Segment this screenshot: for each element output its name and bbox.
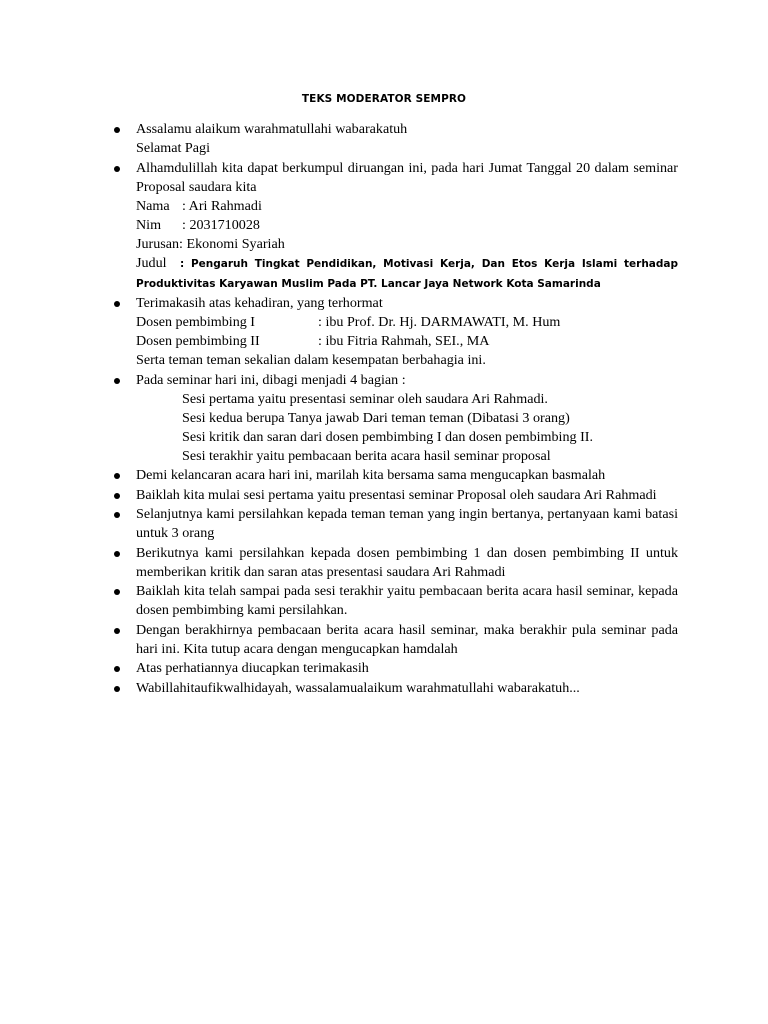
session-item: Sesi kedua berupa Tanya jawab Dari teman teman (Dibatasi 3 orang) bbox=[182, 409, 570, 426]
nim-label: Nim bbox=[136, 216, 162, 233]
list-item-text: Baiklah kita telah sampai pada sesi terakhir yaitu pembacaan berita acara hasil seminar, kepada dosen pembimbing kami persilahkan. bbox=[136, 583, 678, 618]
sessions-intro: Pada seminar hari ini, dibagi menjadi 4 bagian : bbox=[136, 371, 406, 388]
dosen2-label: Dosen pembimbing II bbox=[136, 333, 260, 349]
session-item: Sesi pertama yaitu presentasi seminar oleh saudara Ari Rahmadi. bbox=[182, 390, 548, 407]
jurusan-field: Jurusan: Ekonomi Syariah bbox=[136, 235, 285, 252]
dosen1-label: Dosen pembimbing I bbox=[136, 314, 255, 330]
list-item-text: Demi kelancaran acara hari ini, marilah kita bersama sama mengucapkan basmalah bbox=[136, 467, 606, 483]
dosen2-field bbox=[136, 332, 678, 351]
list-item-text: Berikutnya kami persilahkan kepada dosen pembimbing 1 dan dosen pembimbing II untuk memberikan kritik dan saran atas presentasi saudara Ari Rahmadi bbox=[136, 544, 678, 580]
list-item bbox=[112, 486, 678, 505]
thanks-text: Terimakasih atas kehadiran, yang terhormat bbox=[136, 295, 383, 311]
bullet-icon bbox=[114, 473, 120, 479]
list-item bbox=[112, 659, 678, 678]
dosen1-field bbox=[136, 313, 678, 332]
list-item-thanks bbox=[112, 294, 678, 370]
list-item-text: Dengan berakhirnya pembacaan berita acara hasil seminar, maka berakhir pula seminar pada hari ini. Kita tutup acara dengan mengucapkan hamdalah bbox=[136, 621, 678, 657]
list-item bbox=[112, 679, 678, 698]
bullet-icon bbox=[114, 628, 120, 634]
bullet-icon bbox=[114, 493, 120, 499]
bullet-icon bbox=[114, 551, 120, 557]
list-item-text: Wabillahitaufikwalhidayah, wassalamualaikum warahmatullahi wabarakatuh... bbox=[136, 679, 580, 696]
list-item bbox=[112, 582, 678, 620]
list-item bbox=[112, 621, 678, 659]
nama-field bbox=[136, 197, 678, 216]
session-item: Sesi terakhir yaitu pembacaan berita acara hasil seminar proposal bbox=[182, 447, 551, 464]
nim-field bbox=[136, 216, 678, 235]
bullet-icon bbox=[114, 378, 120, 384]
list-item bbox=[112, 544, 678, 582]
judul-field bbox=[136, 254, 678, 294]
list-item bbox=[112, 466, 678, 485]
bullet-icon bbox=[114, 589, 120, 595]
greeting-line: Assalamu alaikum warahmatullahi wabarakatuh bbox=[136, 121, 408, 137]
list-item-greeting bbox=[112, 120, 678, 158]
judul-label: Judul bbox=[136, 254, 167, 271]
document-title: TEKS MODERATOR SEMPRO bbox=[301, 93, 467, 105]
list-item-intro bbox=[112, 159, 678, 294]
session-item: Sesi kritik dan saran dari dosen pembimbing I dan dosen pembimbing II. bbox=[182, 428, 593, 445]
bullet-icon bbox=[114, 512, 120, 518]
bullet-icon bbox=[114, 666, 120, 672]
nama-value: : Ari Rahmadi bbox=[182, 197, 262, 214]
document-body bbox=[112, 120, 678, 698]
dosen1-value: : ibu Prof. Dr. Hj. DARMAWATI, M. Hum bbox=[318, 314, 561, 330]
list-item-text: Atas perhatiannya diucapkan terimakasih bbox=[136, 660, 369, 676]
judul-value: : Pengaruh Tingkat Pendidikan, Motivasi Kerja, Dan Etos Kerja Islami terhadap Produktivitas Karyawan Muslim Pada PT. Lancar Jaya Network Kota Samarinda bbox=[136, 257, 678, 290]
dosen2-value: : ibu Fitria Rahmah, SEI., MA bbox=[318, 333, 490, 349]
greeting-time: Selamat Pagi bbox=[136, 140, 210, 156]
list-item-text: Baiklah kita mulai sesi pertama yaitu presentasi seminar Proposal oleh saudara Ari Rahmadi bbox=[136, 486, 657, 503]
bullet-icon bbox=[114, 166, 120, 172]
list-item bbox=[112, 505, 678, 543]
nim-value: : 2031710028 bbox=[182, 216, 260, 233]
list-item-sessions bbox=[112, 371, 678, 466]
bullet-icon bbox=[114, 301, 120, 307]
nama-label: Nama bbox=[136, 197, 170, 214]
intro-text: Alhamdulillah kita dapat berkumpul diruangan ini, pada hari Jumat Tanggal 20 dalam seminar Proposal saudara kita bbox=[136, 159, 678, 195]
thanks-closing: Serta teman teman sekalian dalam kesempatan berbahagia ini. bbox=[136, 352, 486, 368]
bullet-icon bbox=[114, 127, 120, 133]
bullet-icon bbox=[114, 686, 120, 692]
list-item-text: Selanjutnya kami persilahkan kepada teman teman yang ingin bertanya, pertanyaan kami batasi untuk 3 orang bbox=[136, 506, 678, 541]
